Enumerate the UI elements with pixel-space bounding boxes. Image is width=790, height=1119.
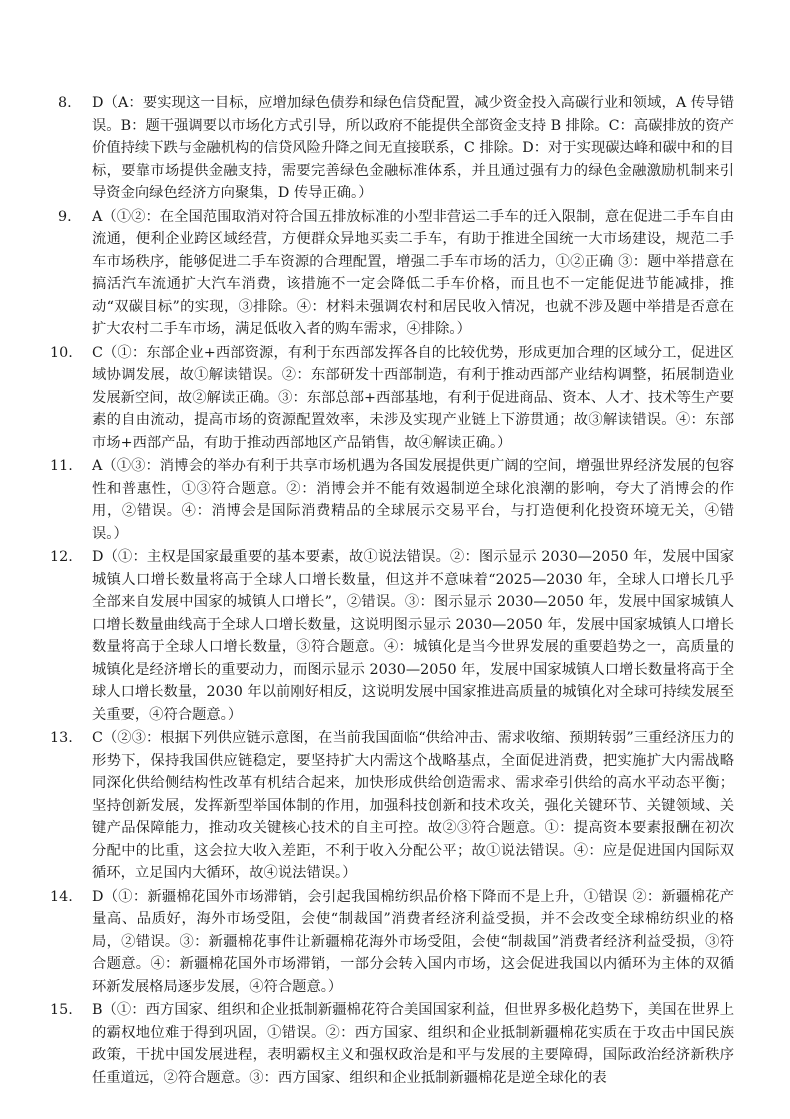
- answer-item-15: [50, 999, 734, 1089]
- answer-number: 10.: [50, 344, 73, 361]
- answer-list: [50, 92, 734, 1090]
- answer-text: A（①③：消博会的举办有利于共享市场机遇为各国发展提供更广阔的空间，增强世界经济发展的包容性和普惠性，①③符合题意。②：消博会并不能有效遏制逆全球化浪潮的影响，夸大了消博会的作用，②错误。④：消博会是国际消费精品的全球展示交易平台，与打造便利化投资环境无关，④错误。）: [92, 458, 734, 542]
- answer-number: 11.: [50, 458, 73, 474]
- answer-number: 13.: [50, 730, 73, 746]
- answer-item-12: [50, 546, 734, 726]
- answer-item-14: [50, 886, 734, 999]
- answer-text: D（①：新疆棉花国外市场滞销，会引起我国棉纺织品价格下降而不是上升，①错误 ②：新疆棉花产量高、品质好，海外市场受阻，会使“制裁国”消费者经济利益受损，并不会改变全球棉纺织业的格局，②错误。③：新疆棉花事件让新疆棉花海外市场受阻，会使“制裁国”消费者经济利益受损，③符合题意。④：新疆棉花国外市场滞销，一部分会转入国内市场，这会促进我国以内循环为主体的双循环新发展格局逐步发展，④符合题意。）: [92, 888, 734, 995]
- answer-text: C（②③：根据下列供应链示意图，在当前我国面临“供给冲击、需求收缩、预期转弱”三重经济压力的形势下，保持我国供应链稳定，要坚持扩大内需这个战略基点，全面促进消费，把实施扩大内需战略同深化供给侧结构性改革有机结合起来，加快形成供给创造需求、需求牵引供给的高水平动态平衡；坚持创新发展，发挥新型举国体制的作用，加强科技创新和技术攻关，强化关键环节、关键领域、关键产品保障能力，推动攻关键核心技术的自主可控。故②③符合题意。①：提高资本要素报酬在初次分配中的比重，这会拉大收入差距，不利于收入分配公平；故①说法错误。④：应是促进国内国际双循环，立足国内大循环，故④说法错误。）: [92, 730, 734, 881]
- answer-text: D（A：要实现这一目标，应增加绿色债券和绿色信贷配置，减少资金投入高碳行业和领域，A 传导错误。B：题干强调要以市场化方式引导，所以政府不能提供全部资金支持 B 排除。C：高碳排放的资产价值持续下跌与金融机构的信贷风险升降之间无直接联系，C 排除。D：对于实现碳达峰和碳中和的目标，要靠市场提供金融支持，需要完善绿色金融标准体系，并且通过强有力的绿色金融激励机制来引导资金向绿色经济方向聚集，D 传导正确。）: [92, 95, 734, 201]
- answer-number: 15.: [50, 1002, 73, 1018]
- answer-number: 14.: [50, 888, 73, 905]
- answer-number: 9.: [58, 208, 72, 225]
- answer-item-13: [50, 727, 734, 885]
- answer-text: B（①：西方国家、组织和企业抵制新疆棉花符合美国国家利益，但世界多极化趋势下，美国在世界上的霸权地位难于得到巩固，①错误。②：西方国家、组织和企业抵制新疆棉花实质在于攻击中国民族政策，干扰中国发展进程，表明霸权主义和强权政治是和平与发展的主要障碍，国际政治经济新秩序任重道远，②符合题意。③：西方国家、组织和企业抵制新疆棉花是逆全球化的表: [92, 1002, 734, 1086]
- answer-item-8: [58, 92, 734, 205]
- answer-text: A（①②：在全国范围取消对符合国五排放标准的小型非营运二手车的迁入限制，意在促进二手车自由流通，便利企业跨区域经营，方便群众异地买卖二手车，有助于推进全国统一大市场建设，规范二手车市场秩序，能够促进二手车资源的合理配置，增强二手车市场的活力，①②正确 ③：题中举措意在搞活汽车流通扩大汽车消费，该措施不一定会降低二手车价格，而且也不一定能促进节能减排，推动“双碳目标”的实现，③排除。④：材料未强调农村和居民收入情况，也就不涉及题中举措是否意在扩大农村二手车市场，满足低收入者的购车需求，④排除。）: [92, 208, 734, 337]
- answer-number: 12.: [50, 549, 73, 565]
- answer-text: C（①：东部企业+西部资源，有利于东西部发挥各自的比较优势，形成更加合理的区域分工，促进区域协调发展，故①解读错误。②：东部研发十西部制造，有利于推动西部产业结构调整，拓展制造业发展新空间，故②解读正确。③：东部总部+西部基地，有利于促进商品、资本、人才、技术等生产要素的自由流动，提高市场的资源配置效率，未涉及实现产业链上下游贯通；故③解读错误。④：东部市场+西部产品，有助于推动西部地区产品销售，故④解读正确。）: [92, 344, 734, 451]
- answer-text: D（①：主权是国家最重要的基本要素，故①说法错误。②：图示显示 2030—2050 年，发展中国家城镇人口增长数量将高于全球人口增长数量，但这并不意味着“2025—2030 年，全球人口增长几乎全部来自发展中国家的城镇人口增长”，②错误。③：图示显示 2030—2050 年，发展中国家城镇人口增长数量曲线高于全球人口增长数量，这说明图示显示 2030—2050 年，发展中国家城镇人口增长数量将高于全球人口增长数量，③符合题意。④：城镇化是当今世界发展的重要趋势之一，高质量的城镇化是经济增长的重要动力，而图示显示 2030—2050 年，发展中国家城镇人口增长数量将高于全球人口增长数量，2030 年以前刚好相反，这说明发展中国家推进高质量的城镇化对全球可持续发展至关重要，④符合题意。）: [92, 549, 734, 723]
- answer-item-10: [50, 342, 734, 455]
- answer-item-9: [58, 206, 734, 341]
- answer-number: 8.: [58, 95, 72, 111]
- answer-item-11: [50, 455, 734, 545]
